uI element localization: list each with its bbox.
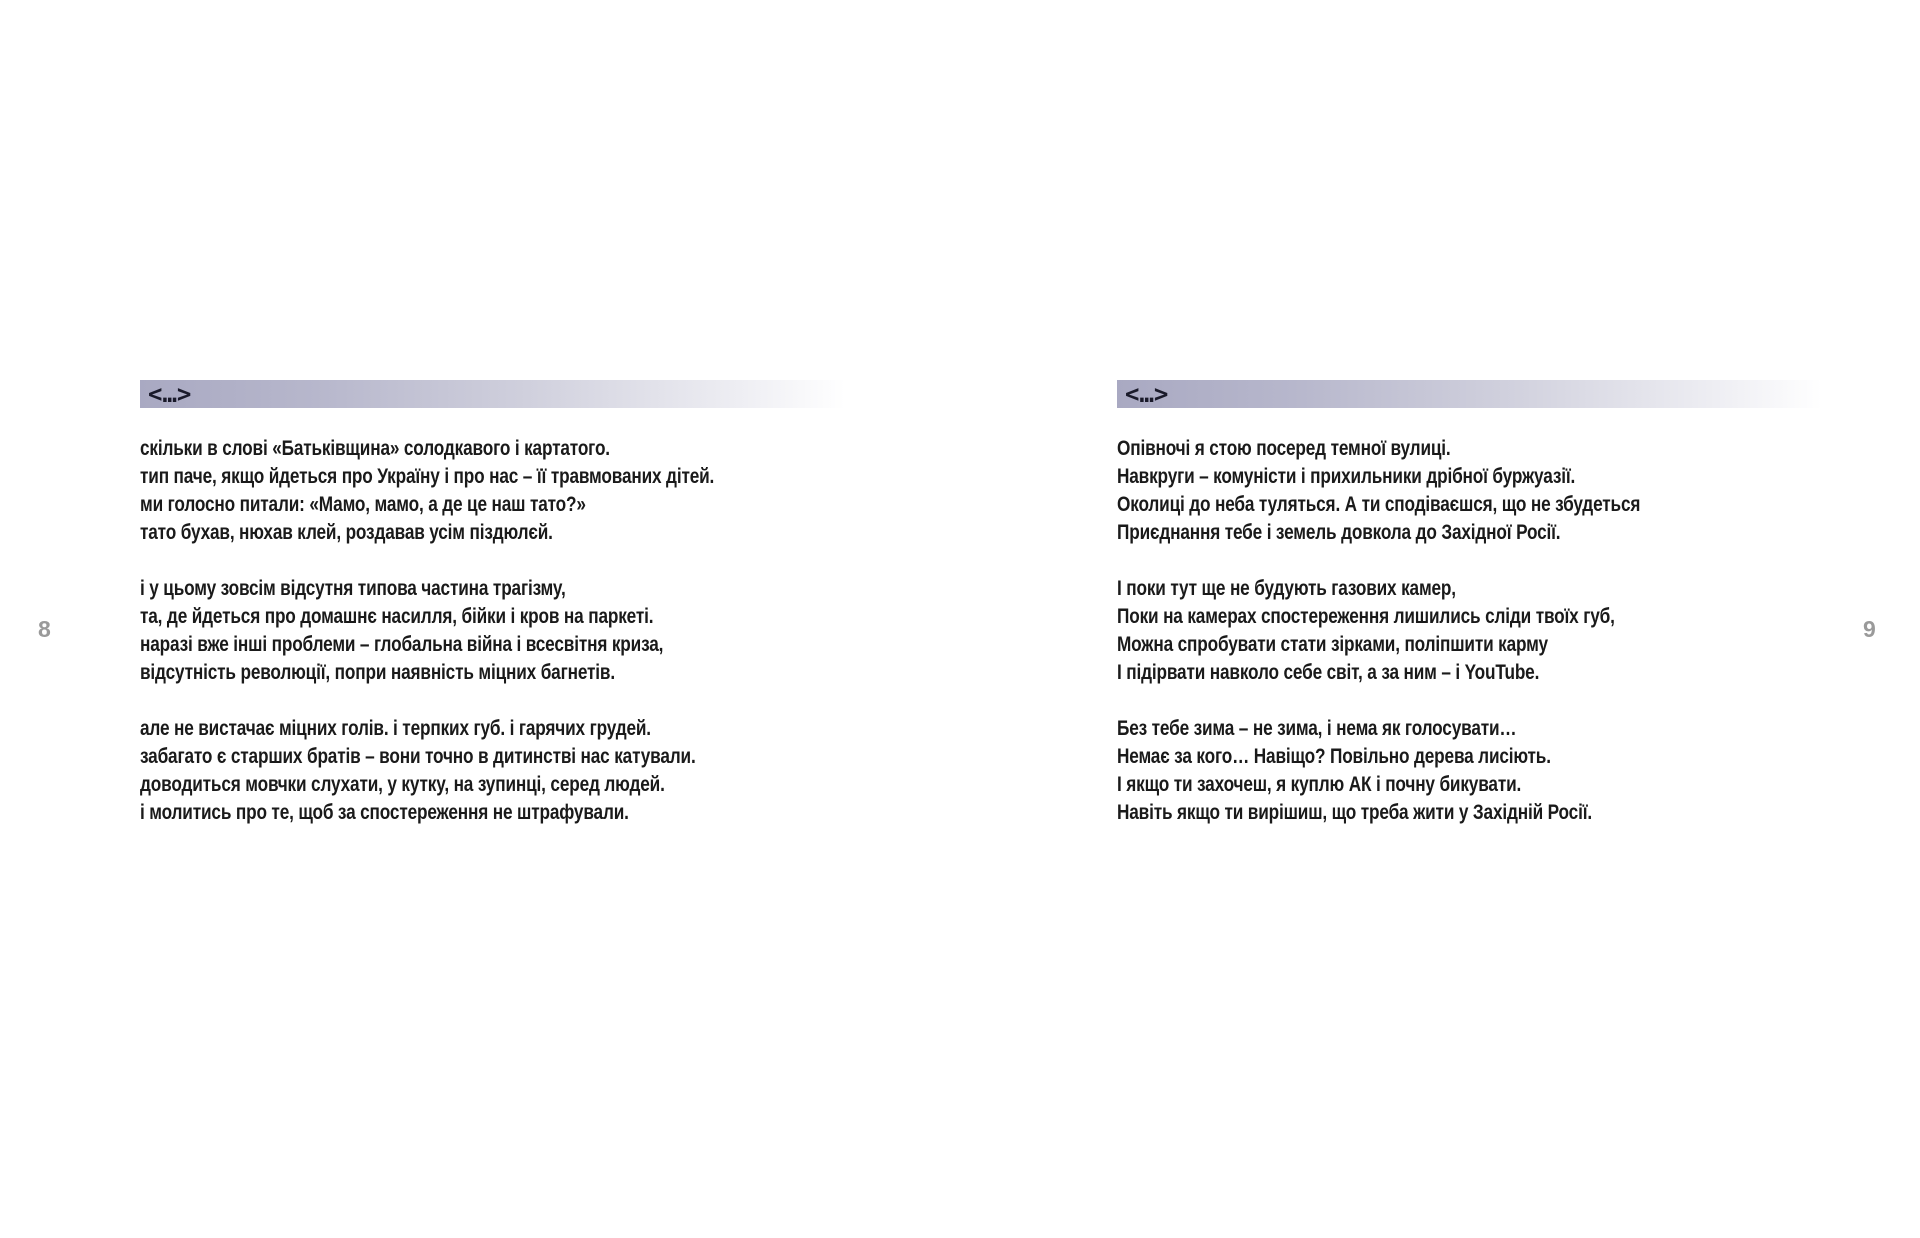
poem-line: Околиці до неба туляться. А ти сподіваєшся, що не збудеться [1117,493,1641,516]
poem-line: І якщо ти захочеш, я куплю АК і почну бикувати. [1117,773,1522,796]
stanza [140,435,870,547]
stanza [1117,715,1847,827]
poem-line: Без тебе зима – не зима, і нема як голосувати… [1117,717,1517,740]
section-header-bar [140,380,845,408]
poem-line: тато бухав, нюхав клей, роздавав усім піздюлєй. [140,521,553,544]
section-header-bar [1117,380,1822,408]
poem-line: Приєднання тебе і земель довкола до Західної Росії. [1117,521,1561,544]
ellipsis-marker: <…> [1125,380,1169,408]
stanza [1117,575,1847,687]
poem-line: Навіть якщо ти вирішиш, що треба жити у Західній Росії. [1117,801,1592,824]
poem-line: Поки на камерах спостереження лишились сліди твоїх губ, [1117,605,1615,628]
stanza [140,715,870,827]
left-page-poem [140,380,870,855]
poem-line: скільки в слові «Батьківщина» солодкавого і картатого. [140,437,610,460]
page-number-left: 8 [38,616,51,642]
right-page-poem [1117,380,1847,855]
poem-line: і у цьому зовсім відсутня типова частина трагізму, [140,577,566,600]
poem-line: тип паче, якщо йдеться про Україну і про нас – її травмованих дітей. [140,465,715,488]
poem-line: І поки тут ще не будують газових камер, [1117,577,1456,600]
poem-line: І підірвати навколо себе світ, а за ним – і YouTube. [1117,661,1540,684]
poem-line: доводиться мовчки слухати, у кутку, на зупинці, серед людей. [140,773,665,796]
poem-line: Немає за кого… Навіщо? Повільно дерева лисіють. [1117,745,1551,768]
poem-line: Навкруги – комуністи і прихильники дрібної буржуазії. [1117,465,1576,488]
stanza [140,575,870,687]
poem-line: відсутність революції, попри наявність міцних багнетів. [140,661,615,684]
poem-line: і молитись про те, щоб за спостереження не штрафували. [140,801,629,824]
poem-line: наразі вже інші проблеми – глобальна війна і всесвітня криза, [140,633,664,656]
poem-line: забагато є старших братів – вони точно в дитинстві нас катували. [140,745,696,768]
stanza [1117,435,1847,547]
poem-line: та, де йдеться про домашнє насилля, бійки і кров на паркеті. [140,605,654,628]
poem-line: але не вистачає міцних голів. і терпких губ. і гарячих грудей. [140,717,651,740]
ellipsis-marker: <…> [148,380,192,408]
poem-line: ми голосно питали: «Мамо, мамо, а де це наш тато?» [140,493,586,516]
poem-line: Опівночі я стою посеред темної вулиці. [1117,437,1451,460]
page-number-right: 9 [1863,616,1876,642]
poem-line: Можна спробувати стати зірками, поліпшити карму [1117,633,1548,656]
